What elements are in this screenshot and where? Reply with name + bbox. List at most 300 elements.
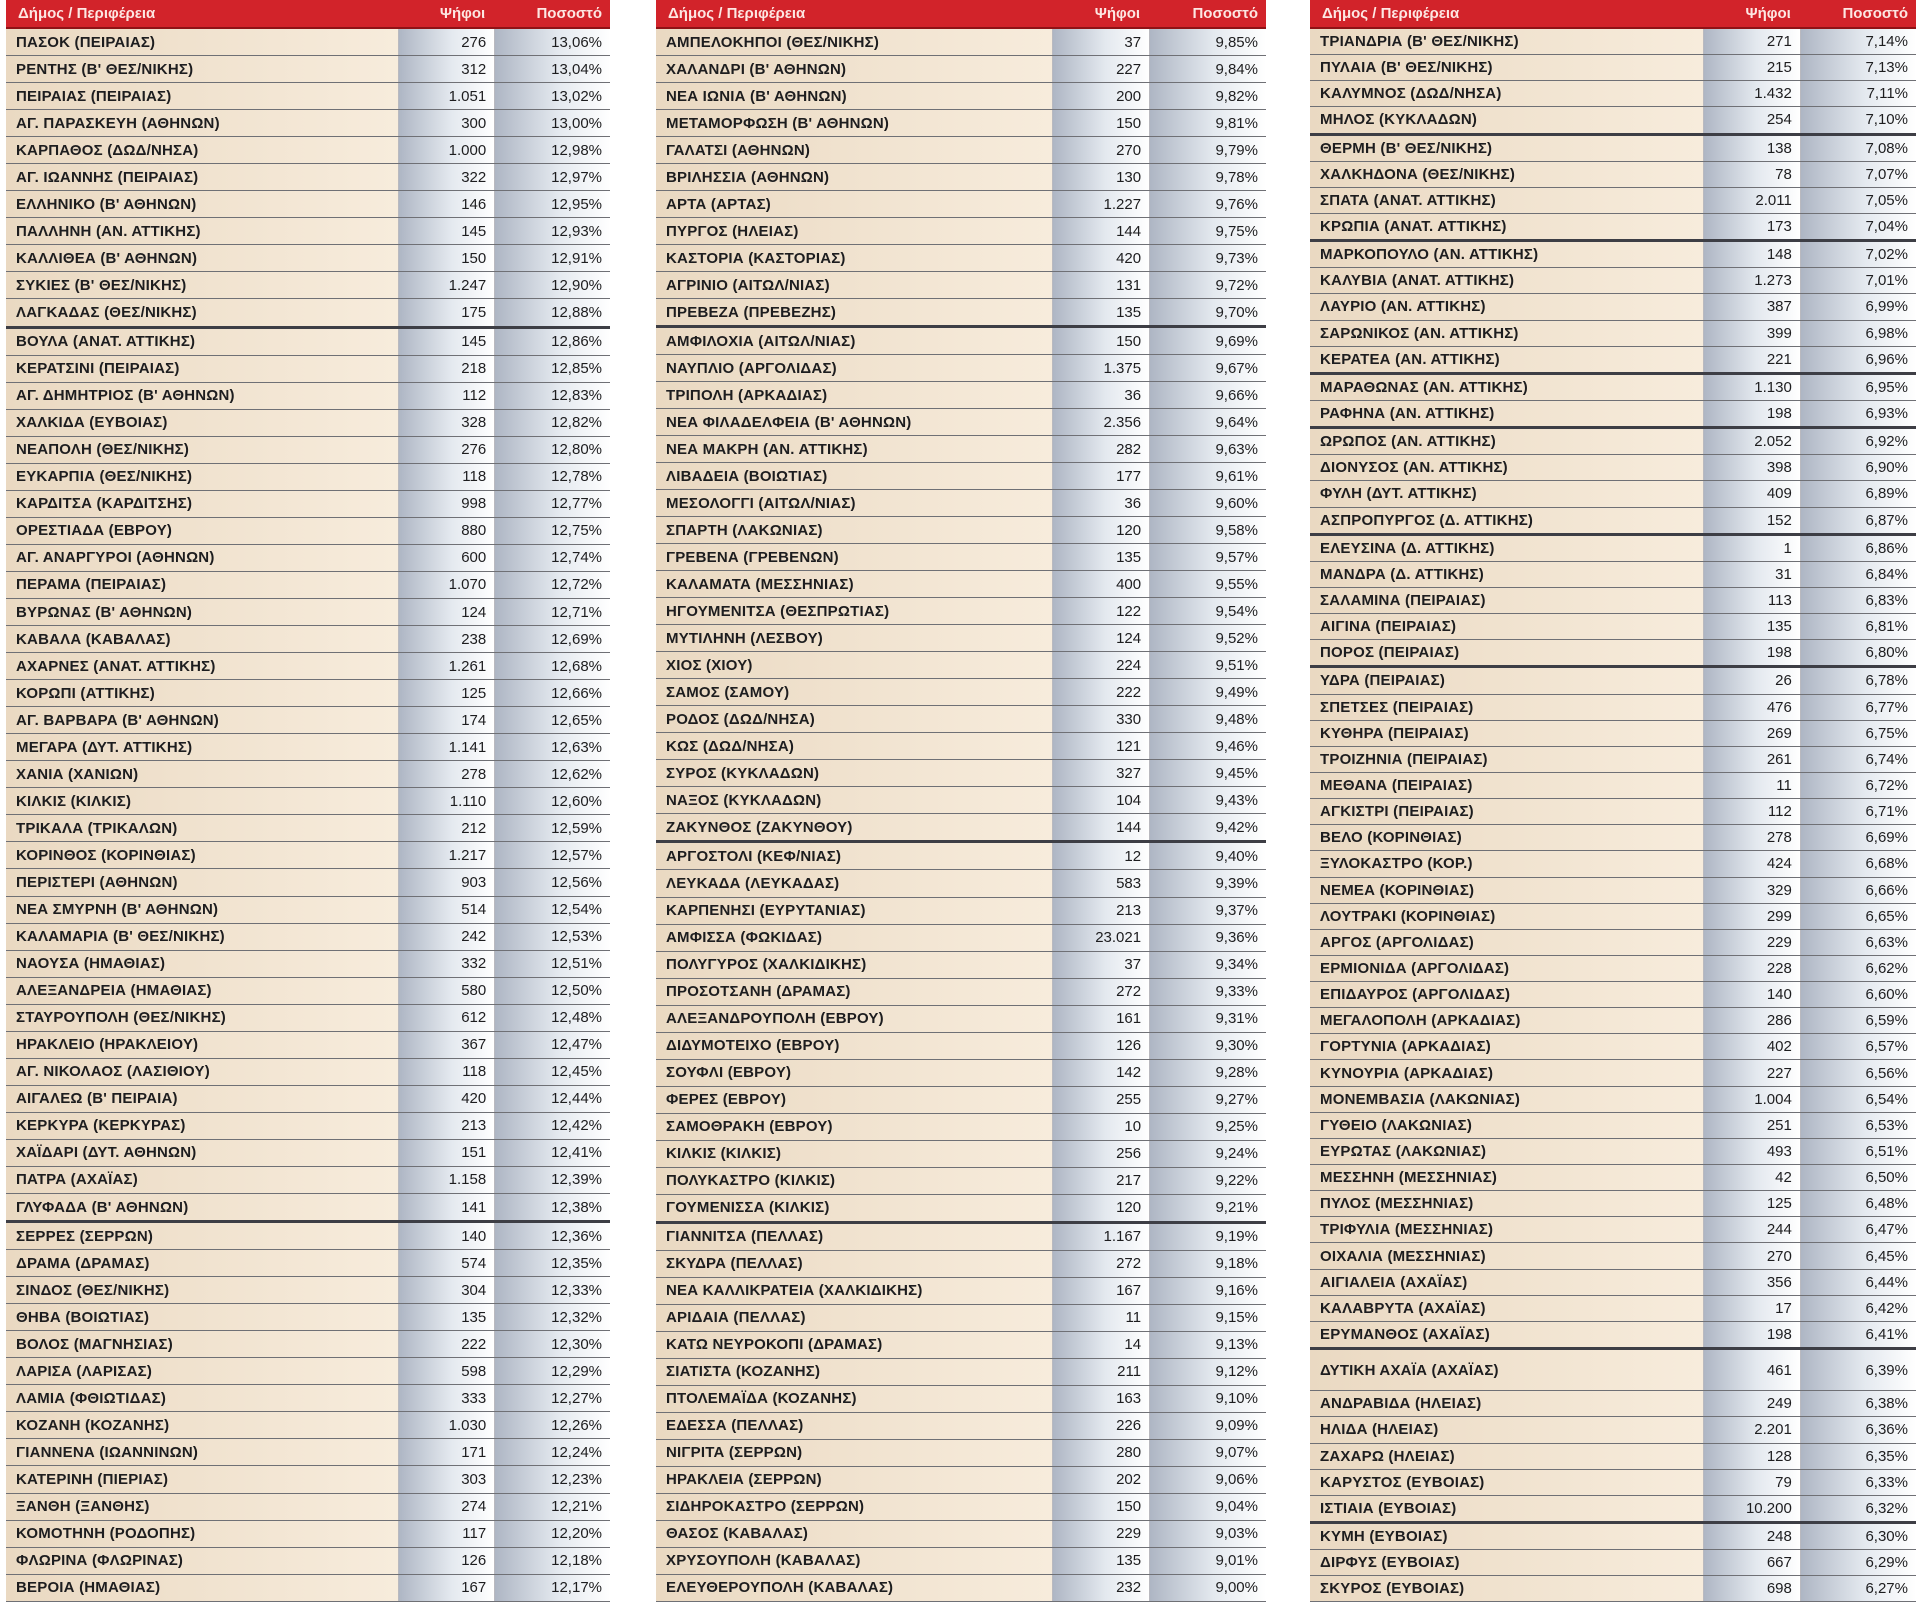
- vote-percent: 6,36%: [1801, 1417, 1916, 1442]
- vote-count: 126: [1053, 1033, 1151, 1059]
- table-row: [1310, 242, 1916, 268]
- vote-count: 387: [1704, 294, 1801, 319]
- table-row: [656, 843, 1266, 870]
- table-row: [1310, 747, 1916, 773]
- vote-count: 424: [1704, 851, 1801, 876]
- vote-percent: 9,55%: [1150, 571, 1266, 597]
- municipality-name: ΚΑΛΑΜΑΤΑ (ΜΕΣΣΗΝΙΑΣ): [656, 571, 1053, 597]
- municipality-name: ΣΙΔΗΡΟΚΑΣΤΡΟ (ΣΕΡΡΩΝ): [656, 1494, 1053, 1520]
- vote-percent: 9,45%: [1150, 760, 1266, 786]
- vote-count: 177: [1053, 463, 1151, 489]
- table-row: [6, 329, 610, 356]
- municipality-name: ΕΛΕΥΣΙΝΑ (Δ. ΑΤΤΙΚΗΣ): [1310, 536, 1704, 561]
- vote-percent: 12,63%: [495, 734, 610, 760]
- vote-count: 141: [399, 1194, 496, 1220]
- vote-count: 221: [1704, 347, 1801, 372]
- municipality-name: ΚΥΘΗΡΑ (ΠΕΙΡΑΙΑΣ): [1310, 721, 1704, 746]
- municipality-name: ΔΙΡΦΥΣ (ΕΥΒΟΙΑΣ): [1310, 1550, 1704, 1575]
- vote-percent: 9,04%: [1150, 1494, 1266, 1520]
- table-row: [1310, 668, 1916, 694]
- municipality-name: ΝΕΑΠΟΛΗ (ΘΕΣ/ΝΙΚΗΣ): [6, 437, 399, 463]
- municipality-name: ΚΙΛΚΙΣ (ΚΙΛΚΙΣ): [656, 1141, 1053, 1167]
- vote-percent: 9,67%: [1150, 355, 1266, 381]
- vote-percent: 12,54%: [495, 897, 610, 923]
- vote-percent: 6,53%: [1801, 1113, 1916, 1138]
- vote-percent: 12,75%: [495, 518, 610, 544]
- vote-percent: 12,23%: [495, 1466, 610, 1492]
- vote-count: 144: [1053, 218, 1151, 244]
- municipality-name: ΣΟΥΦΛΙ (ΕΒΡΟΥ): [656, 1060, 1053, 1086]
- municipality-name: ΠΕΡΙΣΤΕΡΙ (ΑΘΗΝΩΝ): [6, 869, 399, 895]
- table-row: [656, 355, 1266, 382]
- vote-percent: 9,84%: [1150, 56, 1266, 82]
- vote-percent: 6,95%: [1801, 375, 1916, 400]
- vote-count: 327: [1053, 760, 1151, 786]
- table-row: [6, 164, 610, 191]
- table-header: [1310, 0, 1916, 29]
- vote-count: 256: [1053, 1141, 1151, 1167]
- vote-count: 249: [1704, 1391, 1801, 1416]
- table-row: [6, 707, 610, 734]
- table-row: [1310, 29, 1916, 55]
- vote-count: 238: [399, 626, 496, 652]
- municipality-name: ΑΓ. ΔΗΜΗΤΡΙΟΣ (Β' ΑΘΗΝΩΝ): [6, 383, 399, 409]
- municipality-name: ΚΩΣ (ΔΩΔ/ΝΗΣΑ): [656, 733, 1053, 759]
- table-row: [1310, 508, 1916, 536]
- municipality-name: ΣΠΑΤΑ (ΑΝΑΤ. ΑΤΤΙΚΗΣ): [1310, 188, 1704, 213]
- vote-count: 269: [1704, 721, 1801, 746]
- vote-percent: 6,71%: [1801, 799, 1916, 824]
- municipality-name: ΝΕΑ ΣΜΥΡΝΗ (Β' ΑΘΗΝΩΝ): [6, 897, 399, 923]
- vote-percent: 12,85%: [495, 356, 610, 382]
- vote-percent: 13,04%: [495, 56, 610, 82]
- vote-percent: 12,29%: [495, 1358, 610, 1384]
- table-row: [6, 437, 610, 464]
- municipality-name: ΧΑΛΚΗΔΟΝΑ (ΘΕΣ/ΝΙΚΗΣ): [1310, 162, 1704, 187]
- table-row: [6, 272, 610, 299]
- table-row: [1310, 214, 1916, 242]
- vote-percent: 7,02%: [1801, 242, 1916, 267]
- vote-count: 1.247: [399, 272, 496, 298]
- municipality-name: ΤΡΙΦΥΛΙΑ (ΜΕΣΣΗΝΙΑΣ): [1310, 1217, 1704, 1242]
- table-row: [656, 245, 1266, 272]
- vote-count: 409: [1704, 481, 1801, 506]
- vote-percent: 9,51%: [1150, 652, 1266, 678]
- vote-count: 278: [1704, 825, 1801, 850]
- vote-count: 476: [1704, 695, 1801, 720]
- vote-percent: 6,80%: [1801, 640, 1916, 665]
- municipality-name: ΛΟΥΤΡΑΚΙ (ΚΟΡΙΝΘΙΑΣ): [1310, 904, 1704, 929]
- municipality-name: ΦΥΛΗ (ΔΥΤ. ΑΤΤΙΚΗΣ): [1310, 481, 1704, 506]
- table-row: [656, 1087, 1266, 1114]
- vote-percent: 12,56%: [495, 869, 610, 895]
- vote-percent: 6,74%: [1801, 747, 1916, 772]
- table-row: [6, 1032, 610, 1059]
- vote-count: 1.217: [399, 842, 496, 868]
- municipality-name: ΑΝΔΡΑΒΙΔΑ (ΗΛΕΙΑΣ): [1310, 1391, 1704, 1416]
- vote-count: 332: [399, 951, 496, 977]
- vote-count: 612: [399, 1005, 496, 1031]
- vote-percent: 12,93%: [495, 218, 610, 244]
- vote-count: 271: [1704, 29, 1801, 54]
- vote-percent: 6,98%: [1801, 321, 1916, 346]
- vote-percent: 6,33%: [1801, 1470, 1916, 1495]
- vote-percent: 12,66%: [495, 680, 610, 706]
- table-row: [1310, 1524, 1916, 1550]
- results-table-middle: [656, 0, 1266, 1602]
- municipality-name: ΟΡΕΣΤΙΑΔΑ (ΕΒΡΟΥ): [6, 518, 399, 544]
- vote-percent: 12,20%: [495, 1521, 610, 1547]
- vote-percent: 9,39%: [1150, 870, 1266, 896]
- vote-count: 125: [399, 680, 496, 706]
- vote-percent: 9,25%: [1150, 1114, 1266, 1140]
- table-row: [1310, 1417, 1916, 1443]
- table-row: [1310, 851, 1916, 877]
- vote-count: 280: [1053, 1440, 1151, 1466]
- table-row: [656, 706, 1266, 733]
- vote-percent: 9,24%: [1150, 1141, 1266, 1167]
- table-row: [1310, 1217, 1916, 1243]
- header-municipality: Δήμος / Περιφέρεια: [18, 5, 156, 22]
- table-row: [656, 1141, 1266, 1168]
- vote-percent: 12,53%: [495, 924, 610, 950]
- municipality-name: ΚΑΡΥΣΤΟΣ (ΕΥΒΟΙΑΣ): [1310, 1470, 1704, 1495]
- vote-percent: 9,76%: [1150, 191, 1266, 217]
- vote-percent: 6,93%: [1801, 401, 1916, 426]
- municipality-name: ΡΑΦΗΝΑ (ΑΝ. ΑΤΤΙΚΗΣ): [1310, 401, 1704, 426]
- municipality-name: ΔΡΑΜΑ (ΔΡΑΜΑΣ): [6, 1250, 399, 1276]
- table-header: [656, 0, 1266, 29]
- municipality-name: ΝΕΑ ΦΙΛΑΔΕΛΦΕΙΑ (Β' ΑΘΗΝΩΝ): [656, 409, 1053, 435]
- municipality-name: ΓΙΑΝΝΙΤΣΑ (ΠΕΛΛΑΣ): [656, 1224, 1053, 1250]
- vote-count: 227: [1704, 1060, 1801, 1085]
- vote-count: 574: [399, 1250, 496, 1276]
- vote-percent: 6,89%: [1801, 481, 1916, 506]
- vote-percent: 12,36%: [495, 1223, 610, 1249]
- vote-percent: 12,24%: [495, 1439, 610, 1465]
- municipality-name: ΒΟΛΟΣ (ΜΑΓΝΗΣΙΑΣ): [6, 1331, 399, 1357]
- vote-percent: 6,38%: [1801, 1391, 1916, 1416]
- municipality-name: ΑΓ. ΝΙΚΟΛΑΟΣ (ΛΑΣΙΘΙΟΥ): [6, 1059, 399, 1085]
- vote-count: 1.051: [399, 83, 496, 109]
- vote-count: 254: [1704, 107, 1801, 132]
- vote-percent: 6,39%: [1801, 1350, 1916, 1390]
- municipality-name: ΜΟΝΕΜΒΑΣΙΑ (ΛΑΚΩΝΙΑΣ): [1310, 1087, 1704, 1112]
- vote-percent: 12,68%: [495, 653, 610, 679]
- table-row: [6, 1113, 610, 1140]
- table-row: [656, 463, 1266, 490]
- vote-percent: 12,18%: [495, 1548, 610, 1574]
- vote-count: 198: [1704, 1322, 1801, 1347]
- table-row: [1310, 536, 1916, 562]
- vote-percent: 6,92%: [1801, 429, 1916, 454]
- table-row: [1310, 1470, 1916, 1496]
- vote-count: 399: [1704, 321, 1801, 346]
- vote-percent: 9,64%: [1150, 409, 1266, 435]
- municipality-name: ΚΑΣΤΟΡΙΑ (ΚΑΣΤΟΡΙΑΣ): [656, 245, 1053, 271]
- vote-percent: 6,29%: [1801, 1550, 1916, 1575]
- municipality-name: ΔΙΔΥΜΟΤΕΙΧΟ (ΕΒΡΟΥ): [656, 1033, 1053, 1059]
- table-row: [656, 83, 1266, 110]
- municipality-name: ΩΡΩΠΟΣ (ΑΝ. ΑΤΤΙΚΗΣ): [1310, 429, 1704, 454]
- table-row: [656, 1251, 1266, 1278]
- vote-percent: 6,35%: [1801, 1444, 1916, 1469]
- vote-percent: 13,00%: [495, 110, 610, 136]
- vote-percent: 9,06%: [1150, 1467, 1266, 1493]
- table-row: [656, 517, 1266, 544]
- municipality-name: ΣΕΡΡΕΣ (ΣΕΡΡΩΝ): [6, 1223, 399, 1249]
- municipality-name: ΑΛΕΞΑΝΔΡΕΙΑ (ΗΜΑΘΙΑΣ): [6, 978, 399, 1004]
- vote-count: 198: [1704, 401, 1801, 426]
- table-row: [656, 625, 1266, 652]
- municipality-name: ΠΥΛΟΣ (ΜΕΣΣΗΝΙΑΣ): [1310, 1191, 1704, 1216]
- municipality-name: ΦΕΡΕΣ (ΕΒΡΟΥ): [656, 1087, 1053, 1113]
- vote-count: 232: [1053, 1575, 1151, 1601]
- vote-count: 278: [399, 761, 496, 787]
- vote-percent: 6,78%: [1801, 668, 1916, 693]
- vote-count: 37: [1053, 952, 1151, 978]
- vote-count: 124: [1053, 625, 1151, 651]
- municipality-name: ΘΑΣΟΣ (ΚΑΒΑΛΑΣ): [656, 1521, 1053, 1547]
- vote-count: 144: [1053, 814, 1151, 840]
- municipality-name: ΚΑΡΠΑΘΟΣ (ΔΩΔ/ΝΗΣΑ): [6, 137, 399, 163]
- vote-count: 118: [399, 1059, 496, 1085]
- municipality-name: ΚΕΡΚΥΡΑ (ΚΕΡΚΥΡΑΣ): [6, 1113, 399, 1139]
- vote-percent: 6,72%: [1801, 773, 1916, 798]
- vote-percent: 6,81%: [1801, 614, 1916, 639]
- table-row: [6, 1466, 610, 1493]
- table-row: [656, 1467, 1266, 1494]
- table-row: [6, 1194, 610, 1223]
- table-row: [6, 1575, 610, 1602]
- table-row: [656, 733, 1266, 760]
- municipality-name: ΑΙΓΙΑΛΕΙΑ (ΑΧΑΪΑΣ): [1310, 1270, 1704, 1295]
- vote-percent: 12,62%: [495, 761, 610, 787]
- vote-count: 78: [1704, 162, 1801, 187]
- municipality-name: ΜΑΡΚΟΠΟΥΛΟ (ΑΝ. ΑΤΤΙΚΗΣ): [1310, 242, 1704, 267]
- table-row: [1310, 81, 1916, 107]
- table-row: [656, 1386, 1266, 1413]
- table-row: [1310, 640, 1916, 668]
- vote-count: 227: [1053, 56, 1151, 82]
- municipality-name: ΣΤΑΥΡΟΥΠΟΛΗ (ΘΕΣ/ΝΙΚΗΣ): [6, 1005, 399, 1031]
- vote-count: 1.432: [1704, 81, 1801, 106]
- municipality-name: ΣΠΑΡΤΗ (ΛΑΚΩΝΙΑΣ): [656, 517, 1053, 543]
- table-row: [1310, 1243, 1916, 1269]
- vote-percent: 9,18%: [1150, 1251, 1266, 1277]
- vote-count: 2.356: [1053, 409, 1151, 435]
- vote-count: 31: [1704, 562, 1801, 587]
- table-row: [1310, 1139, 1916, 1165]
- table-row: [6, 245, 610, 272]
- vote-percent: 12,91%: [495, 245, 610, 271]
- municipality-name: ΕΛΛΗΝΙΚΟ (Β' ΑΘΗΝΩΝ): [6, 191, 399, 217]
- municipality-name: ΠΡΕΒΕΖΑ (ΠΡΕΒΕΖΗΣ): [656, 299, 1053, 325]
- table-row: [1310, 614, 1916, 640]
- vote-count: 150: [1053, 328, 1151, 354]
- table-row: [1310, 375, 1916, 401]
- vote-percent: 12,47%: [495, 1032, 610, 1058]
- table-row: [1310, 1060, 1916, 1086]
- vote-count: 276: [399, 437, 496, 463]
- table-row: [6, 110, 610, 137]
- vote-percent: 9,78%: [1150, 164, 1266, 190]
- table-row: [6, 1439, 610, 1466]
- vote-count: 211: [1053, 1359, 1151, 1385]
- municipality-name: ΝΑΞΟΣ (ΚΥΚΛΑΔΩΝ): [656, 787, 1053, 813]
- vote-count: 152: [1704, 508, 1801, 533]
- municipality-name: ΜΕΣΟΛΟΓΓΙ (ΑΙΤΩΛ/ΝΙΑΣ): [656, 490, 1053, 516]
- table-row: [656, 1224, 1266, 1251]
- vote-count: 112: [1704, 799, 1801, 824]
- table-row: [656, 870, 1266, 897]
- vote-percent: 6,90%: [1801, 455, 1916, 480]
- table-row: [1310, 347, 1916, 375]
- municipality-name: ΚΙΛΚΙΣ (ΚΙΛΚΙΣ): [6, 788, 399, 814]
- table-row: [1310, 136, 1916, 162]
- municipality-name: ΕΡΜΙΟΝΙΔΑ (ΑΡΓΟΛΙΔΑΣ): [1310, 956, 1704, 981]
- vote-percent: 9,31%: [1150, 1006, 1266, 1032]
- header-votes: Ψήφοι: [1094, 5, 1141, 22]
- municipality-name: ΥΔΡΑ (ΠΕΙΡΑΙΑΣ): [1310, 668, 1704, 693]
- municipality-name: ΦΛΩΡΙΝΑ (ΦΛΩΡΙΝΑΣ): [6, 1548, 399, 1574]
- municipality-name: ΑΜΦΙΛΟΧΙΑ (ΑΙΤΩΛ/ΝΙΑΣ): [656, 328, 1053, 354]
- municipality-name: ΜΕΘΑΝΑ (ΠΕΙΡΑΙΑΣ): [1310, 773, 1704, 798]
- vote-count: 1.167: [1053, 1224, 1151, 1250]
- vote-percent: 7,13%: [1801, 55, 1916, 80]
- table-row: [6, 626, 610, 653]
- vote-count: 42: [1704, 1165, 1801, 1190]
- vote-percent: 6,48%: [1801, 1191, 1916, 1216]
- table-row: [6, 788, 610, 815]
- table-row: [1310, 294, 1916, 320]
- vote-count: 600: [399, 545, 496, 571]
- municipality-name: ΚΟΜΟΤΗΝΗ (ΡΟΔΟΠΗΣ): [6, 1521, 399, 1547]
- table-row: [656, 29, 1266, 56]
- vote-count: 212: [399, 815, 496, 841]
- table-row: [1310, 1191, 1916, 1217]
- vote-percent: 9,61%: [1150, 463, 1266, 489]
- vote-percent: 12,90%: [495, 272, 610, 298]
- table-body: [1310, 29, 1916, 1602]
- vote-percent: 12,17%: [495, 1575, 610, 1601]
- municipality-name: ΣΚΥΡΟΣ (ΕΥΒΟΙΑΣ): [1310, 1576, 1704, 1601]
- municipality-name: ΑΡΓΟΣΤΟΛΙ (ΚΕΦ/ΝΙΑΣ): [656, 843, 1053, 869]
- vote-percent: 6,65%: [1801, 904, 1916, 929]
- table-row: [6, 734, 610, 761]
- table-body: [656, 29, 1266, 1602]
- vote-count: 126: [399, 1548, 496, 1574]
- vote-percent: 6,45%: [1801, 1243, 1916, 1268]
- vote-percent: 9,07%: [1150, 1440, 1266, 1466]
- vote-percent: 12,21%: [495, 1494, 610, 1520]
- vote-percent: 6,99%: [1801, 294, 1916, 319]
- municipality-name: ΧΑΝΙΑ (ΧΑΝΙΩΝ): [6, 761, 399, 787]
- table-row: [656, 1548, 1266, 1575]
- vote-count: 12: [1053, 843, 1151, 869]
- table-row: [656, 191, 1266, 218]
- vote-count: 117: [399, 1521, 496, 1547]
- results-table-left: [6, 0, 610, 1602]
- table-row: [1310, 878, 1916, 904]
- table-row: [656, 436, 1266, 463]
- vote-count: 1.000: [399, 137, 496, 163]
- vote-count: 1.004: [1704, 1087, 1801, 1112]
- municipality-name: ΛΑΥΡΙΟ (ΑΝ. ΑΤΤΙΚΗΣ): [1310, 294, 1704, 319]
- municipality-name: ΛΕΥΚΑΔΑ (ΛΕΥΚΑΔΑΣ): [656, 870, 1053, 896]
- vote-count: 163: [1053, 1386, 1151, 1412]
- table-row: [656, 409, 1266, 436]
- vote-count: 242: [399, 924, 496, 950]
- vote-percent: 6,66%: [1801, 878, 1916, 903]
- vote-percent: 6,42%: [1801, 1296, 1916, 1321]
- vote-count: 36: [1053, 490, 1151, 516]
- table-row: [1310, 1270, 1916, 1296]
- municipality-name: ΣΙΝΔΟΣ (ΘΕΣ/ΝΙΚΗΣ): [6, 1277, 399, 1303]
- municipality-name: ΠΑΛΛΗΝΗ (ΑΝ. ΑΤΤΙΚΗΣ): [6, 218, 399, 244]
- vote-percent: 9,70%: [1150, 299, 1266, 325]
- vote-count: 120: [1053, 517, 1151, 543]
- municipality-name: ΧΑΛΚΙΔΑ (ΕΥΒΟΙΑΣ): [6, 410, 399, 436]
- municipality-name: ΣΚΥΔΡΑ (ΠΕΛΛΑΣ): [656, 1251, 1053, 1277]
- vote-count: 150: [1053, 110, 1151, 136]
- vote-percent: 9,40%: [1150, 843, 1266, 869]
- vote-count: 120: [1053, 1195, 1151, 1221]
- municipality-name: ΕΔΕΣΣΑ (ΠΕΛΛΑΣ): [656, 1413, 1053, 1439]
- vote-percent: 13,02%: [495, 83, 610, 109]
- table-row: [1310, 588, 1916, 614]
- municipality-name: ΓΡΕΒΕΝΑ (ΓΡΕΒΕΝΩΝ): [656, 544, 1053, 570]
- vote-count: 255: [1053, 1087, 1151, 1113]
- table-row: [656, 814, 1266, 843]
- vote-percent: 9,46%: [1150, 733, 1266, 759]
- municipality-name: ΣΠΕΤΣΕΣ (ΠΕΙΡΑΙΑΣ): [1310, 695, 1704, 720]
- municipality-name: ΚΑΛΑΜΑΡΙΑ (Β' ΘΕΣ/ΝΙΚΗΣ): [6, 924, 399, 950]
- table-row: [656, 1413, 1266, 1440]
- municipality-name: ΑΛΕΞΑΝΔΡΟΥΠΟΛΗ (ΕΒΡΟΥ): [656, 1006, 1053, 1032]
- vote-count: 113: [1704, 588, 1801, 613]
- vote-percent: 12,77%: [495, 491, 610, 517]
- vote-count: 270: [1704, 1243, 1801, 1268]
- table-row: [6, 1412, 610, 1439]
- table-row: [656, 1006, 1266, 1033]
- vote-count: 261: [1704, 747, 1801, 772]
- vote-count: 304: [399, 1277, 496, 1303]
- municipality-name: ΘΗΒΑ (ΒΟΙΩΤΙΑΣ): [6, 1304, 399, 1330]
- municipality-name: ΠΥΡΓΟΣ (ΗΛΕΙΑΣ): [656, 218, 1053, 244]
- municipality-name: ΛΑΜΙΑ (ΦΘΙΩΤΙΔΑΣ): [6, 1385, 399, 1411]
- municipality-name: ΝΕΜΕΑ (ΚΟΡΙΝΘΙΑΣ): [1310, 878, 1704, 903]
- vote-count: 167: [399, 1575, 496, 1601]
- vote-percent: 12,50%: [495, 978, 610, 1004]
- municipality-name: ΓΛΥΦΑΔΑ (Β' ΑΘΗΝΩΝ): [6, 1194, 399, 1220]
- municipality-name: ΝΙΓΡΙΤΑ (ΣΕΡΡΩΝ): [656, 1440, 1053, 1466]
- table-row: [656, 1168, 1266, 1195]
- municipality-name: ΜΥΤΙΛΗΝΗ (ΛΕΣΒΟΥ): [656, 625, 1053, 651]
- vote-percent: 6,87%: [1801, 508, 1916, 533]
- vote-percent: 9,22%: [1150, 1168, 1266, 1194]
- municipality-name: ΕΥΚΑΡΠΙΑ (ΘΕΣ/ΝΙΚΗΣ): [6, 464, 399, 490]
- vote-count: 461: [1704, 1350, 1801, 1390]
- vote-count: 135: [1053, 1548, 1151, 1574]
- municipality-name: ΧΙΟΣ (ΧΙΟΥ): [656, 652, 1053, 678]
- vote-count: 1.130: [1704, 375, 1801, 400]
- table-row: [1310, 1113, 1916, 1139]
- vote-count: 171: [399, 1439, 496, 1465]
- table-row: [6, 815, 610, 842]
- municipality-name: ΑΣΠΡΟΠΥΡΓΟΣ (Δ. ΑΤΤΙΚΗΣ): [1310, 508, 1704, 533]
- vote-percent: 9,81%: [1150, 110, 1266, 136]
